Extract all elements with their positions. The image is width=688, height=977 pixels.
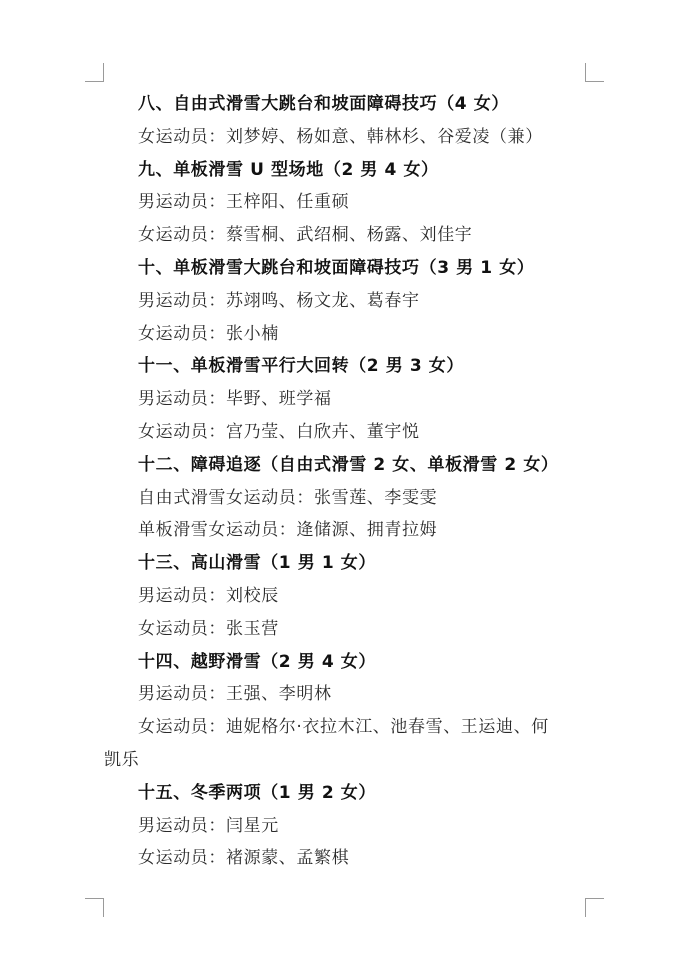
- athlete-line: 男运动员：苏翊鸣、杨文龙、葛春宇: [138, 290, 420, 311]
- section-heading: 十四、越野滑雪（2 男 4 女）: [138, 651, 377, 672]
- section-heading: 十二、障碍追逐（自由式滑雪 2 女、单板滑雪 2 女）: [138, 454, 559, 475]
- document-body: [104, 88, 584, 875]
- section-heading: 九、单板滑雪 U 型场地（2 男 4 女）: [138, 159, 439, 180]
- crop-mark-top-right: [585, 63, 604, 82]
- athlete-line: 自由式滑雪女运动员：张雪莲、李雯雯: [138, 487, 438, 508]
- athlete-line: 女运动员：张小楠: [138, 323, 279, 344]
- athlete-line: 男运动员：王梓阳、任重硕: [138, 192, 350, 213]
- athlete-line: 女运动员：迪妮格尔·衣拉木江、池春雪、王运迪、何: [138, 717, 549, 738]
- section-heading: 十三、高山滑雪（1 男 1 女）: [138, 553, 377, 574]
- crop-mark-bottom-left: [85, 898, 104, 917]
- athlete-line-continuation: 凯乐: [104, 749, 140, 770]
- crop-mark-top-left: [85, 63, 104, 82]
- athlete-line: 男运动员：刘校辰: [138, 585, 279, 606]
- section-heading: 十五、冬季两项（1 男 2 女）: [138, 782, 377, 803]
- athlete-line: 女运动员：刘梦婷、杨如意、韩林杉、谷爱凌（兼）: [138, 126, 543, 147]
- athlete-line: 女运动员：蔡雪桐、武绍桐、杨露、刘佳宇: [138, 225, 473, 246]
- section-heading: 十、单板滑雪大跳台和坡面障碍技巧（3 男 1 女）: [138, 257, 535, 278]
- athlete-line: 男运动员：王强、李明林: [138, 684, 332, 705]
- athlete-line: 男运动员：毕野、班学福: [138, 389, 332, 410]
- crop-mark-bottom-right: [585, 898, 604, 917]
- section-heading: 十一、单板滑雪平行大回转（2 男 3 女）: [138, 356, 465, 377]
- section-heading: 八、自由式滑雪大跳台和坡面障碍技巧（4 女）: [138, 94, 509, 114]
- athlete-line: 女运动员：张玉营: [138, 618, 279, 639]
- athlete-line: 男运动员：闫星元: [138, 815, 279, 836]
- athlete-line: 女运动员：宫乃莹、白欣卉、董宇悦: [138, 421, 420, 442]
- athlete-line: 女运动员：褚源蒙、孟繁棋: [138, 848, 350, 869]
- athlete-line: 单板滑雪女运动员：逄储源、拥青拉姆: [138, 520, 438, 541]
